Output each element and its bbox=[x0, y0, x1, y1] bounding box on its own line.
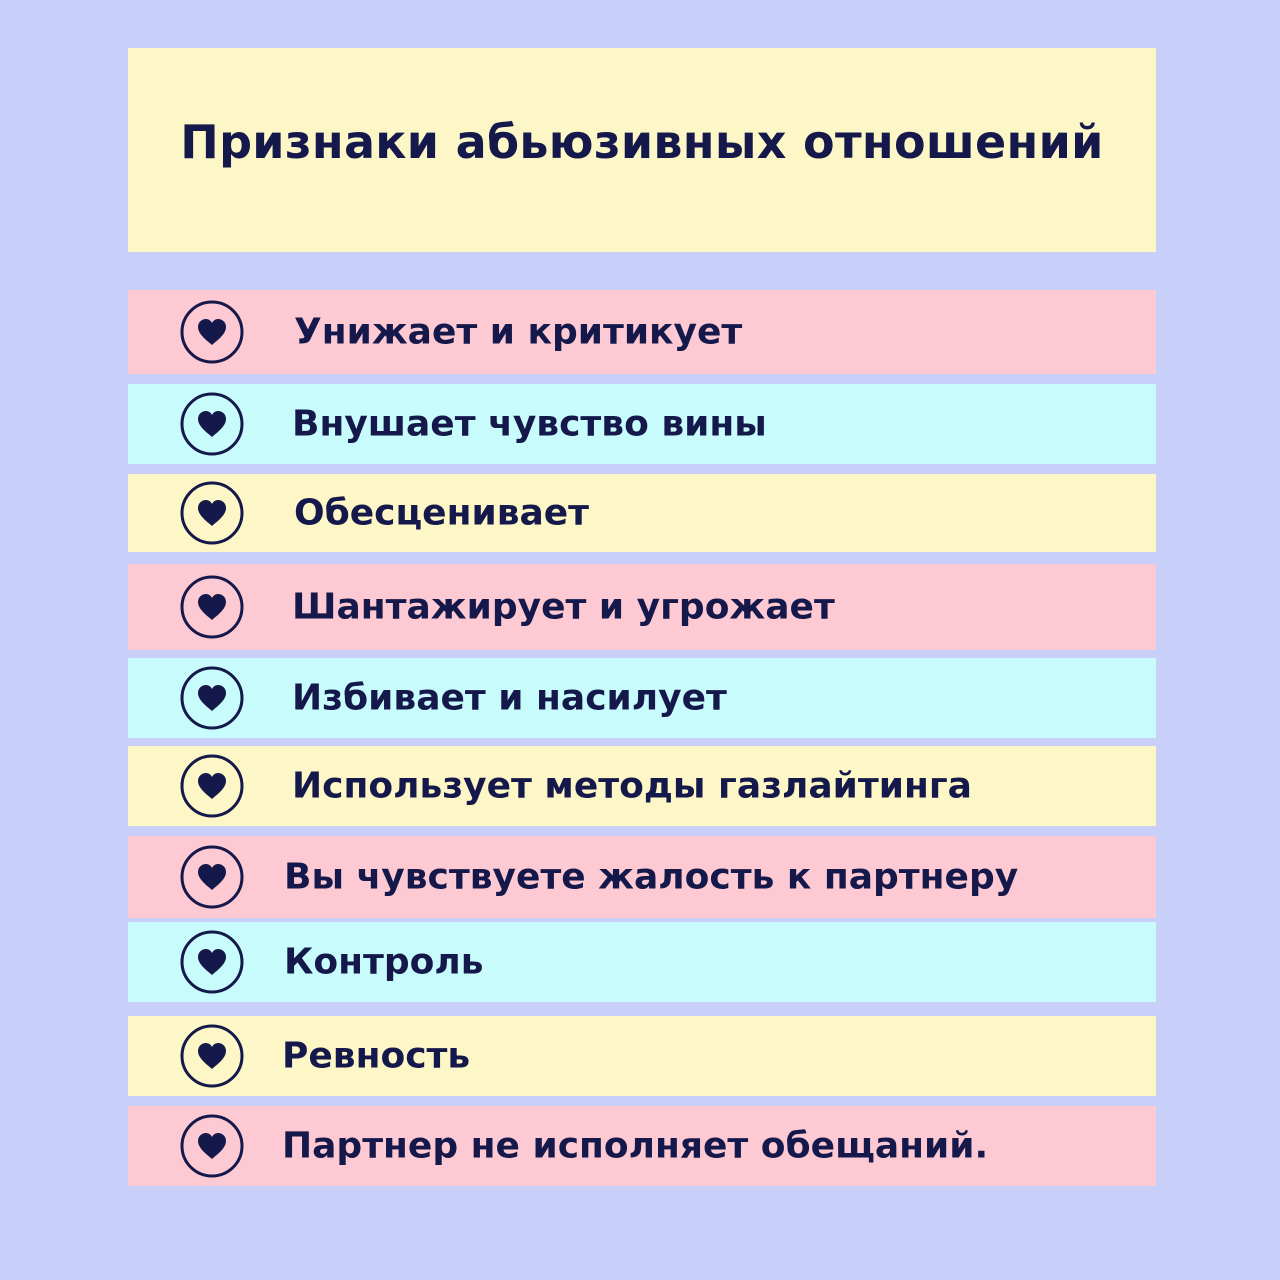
page-title: Признаки абьюзивных отношений bbox=[180, 115, 1104, 169]
list-item-label: Шантажирует и угрожает bbox=[292, 586, 835, 628]
heart-in-circle-icon bbox=[180, 300, 244, 364]
title-banner bbox=[128, 48, 1156, 252]
list-item-label: Избивает и насилует bbox=[292, 677, 727, 719]
list-item-label: Обесценивает bbox=[294, 492, 590, 534]
heart-in-circle-icon bbox=[180, 1114, 244, 1178]
list-item bbox=[128, 1016, 1156, 1096]
list-item bbox=[128, 1106, 1156, 1186]
list-item-label: Ревность bbox=[282, 1035, 471, 1077]
list-item-label: Использует методы газлайтинга bbox=[292, 765, 972, 807]
heart-in-circle-icon bbox=[180, 754, 244, 818]
list-item bbox=[128, 564, 1156, 650]
list-item-label: Контроль bbox=[284, 941, 484, 983]
list-item-label: Внушает чувство вины bbox=[292, 403, 767, 445]
list-item bbox=[128, 658, 1156, 738]
heart-in-circle-icon bbox=[180, 1024, 244, 1088]
list-item-label: Вы чувствуете жалость к партнеру bbox=[284, 856, 1019, 898]
list-item-label: Партнер не исполняет обещаний. bbox=[282, 1125, 989, 1167]
heart-in-circle-icon bbox=[180, 930, 244, 994]
list-item bbox=[128, 922, 1156, 1002]
heart-in-circle-icon bbox=[180, 575, 244, 639]
heart-in-circle-icon bbox=[180, 481, 244, 545]
heart-in-circle-icon bbox=[180, 666, 244, 730]
list-item-label: Унижает и критикует bbox=[294, 311, 743, 353]
list-item bbox=[128, 836, 1156, 918]
list-item bbox=[128, 290, 1156, 374]
heart-in-circle-icon bbox=[180, 392, 244, 456]
list-item bbox=[128, 746, 1156, 826]
heart-in-circle-icon bbox=[180, 845, 244, 909]
list-item bbox=[128, 474, 1156, 552]
list-item bbox=[128, 384, 1156, 464]
